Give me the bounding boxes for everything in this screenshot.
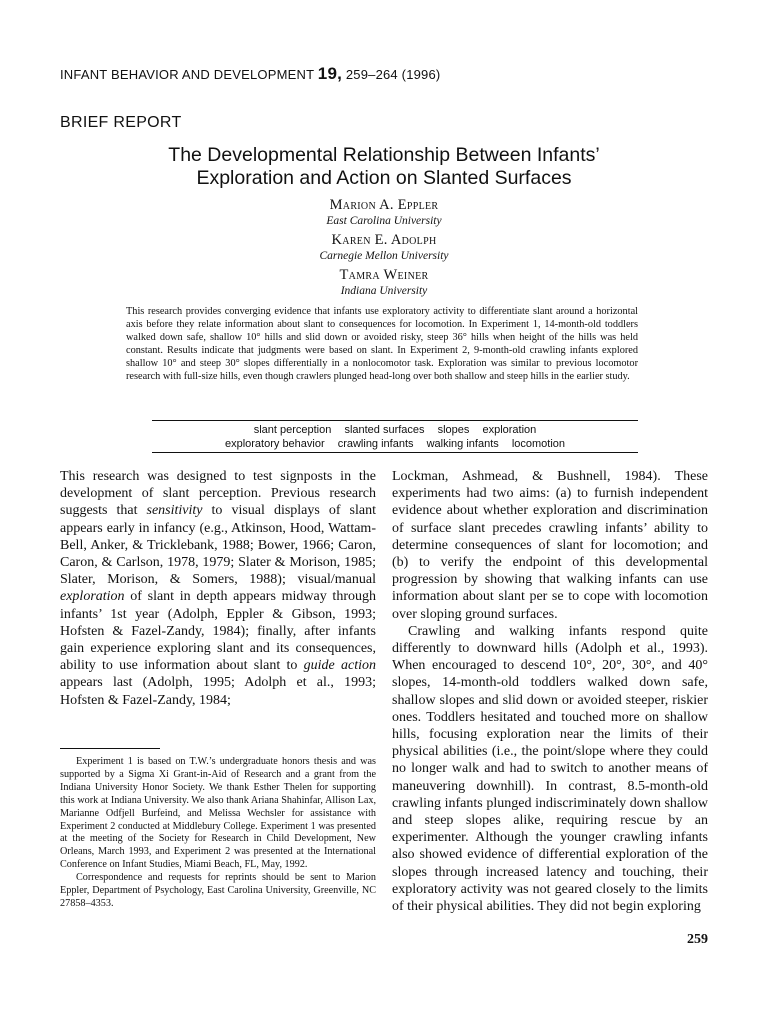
title-line-2: Exploration and Action on Slanted Surfaces (196, 167, 572, 189)
left-column (60, 468, 376, 709)
emphasis-text: sensitivity (146, 503, 203, 519)
journal-pages-year: 259–264 (1996) (345, 67, 441, 82)
emphasis-text: exploration (60, 589, 125, 605)
author-affiliation: East Carolina University (326, 215, 442, 227)
footnotes (60, 756, 376, 911)
author-affiliation: Carnegie Mellon University (319, 250, 449, 262)
author-affiliation: Indiana University (340, 285, 428, 297)
abstract: This research provides converging evidence that infants use exploratory activity to differentiate slant around a horizontal axis before they relate information about slant to consequences for locomotion. In Experiment 1, 14-month-old toddlers walked down safe, shallow 10° hills and slid down or avoided risky, steep 36° hills when height of the hills was held constant. Results indicate that judgments were based on slant. In Experiment 2, 9-month-old crawling infants explored shallow 10° and steep 30° slopes differentially in a nonlocomotor task. Exploration was similar to previous locomotor research with full-size hills, even though crawlers plunged head-long over both shallow and steep hills in the earlier study. (126, 306, 638, 382)
keywords (152, 424, 638, 451)
section-label: BRIEF REPORT (60, 114, 182, 131)
keyword: exploration (482, 424, 537, 436)
body-text: appears last (Adolph, 1995; Adolph et al., 1993; Hofsten & Fazel-Zandy, 1984; (60, 675, 376, 708)
body-paragraph: Lockman, Ashmead, & Bushnell, 1984). These experiments had two aims: (a) to furnish independent evidence about whether exploration and discrimination of surface slant precedes crawling infants’ ability to determine consequences of slant for locomotion; and (b) to verify the endpoint of this developmental progression by showing that walking infants can use information about slant per se to cope with locomotion over sloping ground surfaces. (392, 469, 708, 622)
keyword: crawling infants (337, 437, 414, 450)
right-column (392, 468, 708, 915)
body-text: to visual displays of slant appears early in infancy (e.g., Atkinson, Hood, Wattam-Bell, Anker, & Tricklebank, 1988; Bower, 1966; Caron, Caron, & Carlson, 1978, 1979; Slater & Morison, 1985; Slater, Morison, & Somers, 1988); visual/manual (60, 503, 376, 588)
author-block (184, 196, 584, 301)
keywords-rule-top (152, 420, 638, 421)
keyword: locomotion (511, 437, 566, 450)
footnote-correspondence: Correspondence and requests for reprints should be sent to Marion Eppler, Department of Psychology, East Carolina University, Greenville, NC 27858–4353. (60, 872, 376, 909)
keywords-rule-bottom (152, 452, 638, 453)
title-line-1: The Developmental Relationship Between Infants’ (168, 144, 600, 166)
body-paragraph: Crawling and walking infants respond quite differently to downward hills (Adolph et al., 1993). When encouraged to descend 10°, 20°, 30°, and 40° slopes, 14-month-old toddlers walked down safe, shallow slopes and slid down or avoided steeper, riskier ones. Toddlers hesitated and touched more on shallow hills, focusing exploration near the limits of their physical abilities (i.e., the point/slope where they could no longer walk and had to switch to another means of maneuvering downhill). In contrast, 8.5-month-old crawling infants plunged indiscriminately down shallow and steep slopes alike, requiring rescue by an experimenter. Although the younger crawling infants also showed evidence of differential exploration of the slopes through increased latency and touching, their exploratory activity was not geared closely to the limits of their physical abilities. They did not begin exploring (392, 623, 708, 915)
body-text: of slant in depth appears midway through infants’ 1st year (Adolph, Eppler & Gibson, 1993; Hofsten & Fazel-Zandy, 1984); finally, after infants gain experience exploring slant and its consequences, ability to use information about slant to (60, 589, 376, 674)
body-paragraph (60, 468, 376, 709)
keywords-row-1 (152, 424, 638, 438)
body-text: This research was designed to test signposts in the development of slant perception. Previous research suggests that (60, 469, 376, 519)
keyword: slant perception (253, 424, 332, 436)
keyword: slopes (437, 424, 470, 436)
journal-volume: 19, (317, 64, 343, 83)
keyword: exploratory behavior (224, 437, 325, 450)
journal-header (60, 64, 440, 84)
author-name: Karen E. Adolph (331, 232, 437, 248)
author-name: Tamra Weiner (339, 267, 429, 283)
author-name: Marion A. Eppler (329, 197, 439, 213)
page-number: 259 (687, 932, 708, 947)
journal-name: INFANT BEHAVIOR AND DEVELOPMENT (60, 67, 314, 82)
keywords-row-2 (152, 438, 638, 452)
footnote-acknowledgements: Experiment 1 is based on T.W.’s undergraduate honors thesis and was supported by a Sigma Xi Grant-in-Aid of Research and a grant from the Indiana University Honor Society. We thank Esther Thelen for supporting this work at Indiana University. We also thank Ariana Shahinfar, Allison Lax, Marianne Odfjell Burfeind, and Melissa Wechsler for assistance with Experiment 2 conducted at Middlebury College. Experiment 1 was presented at the meeting of the Society for Research in Child Development, New Orleans, March 1993, and Experiment 2 was presented at the International Conference on Infant Studies, Miami Beach, FL, May, 1992. (60, 756, 376, 871)
article-title (100, 144, 668, 190)
keyword: slanted surfaces (344, 424, 425, 436)
emphasis-text: guide action (303, 658, 376, 674)
footnote-rule (60, 748, 160, 749)
keyword: walking infants (426, 437, 499, 450)
